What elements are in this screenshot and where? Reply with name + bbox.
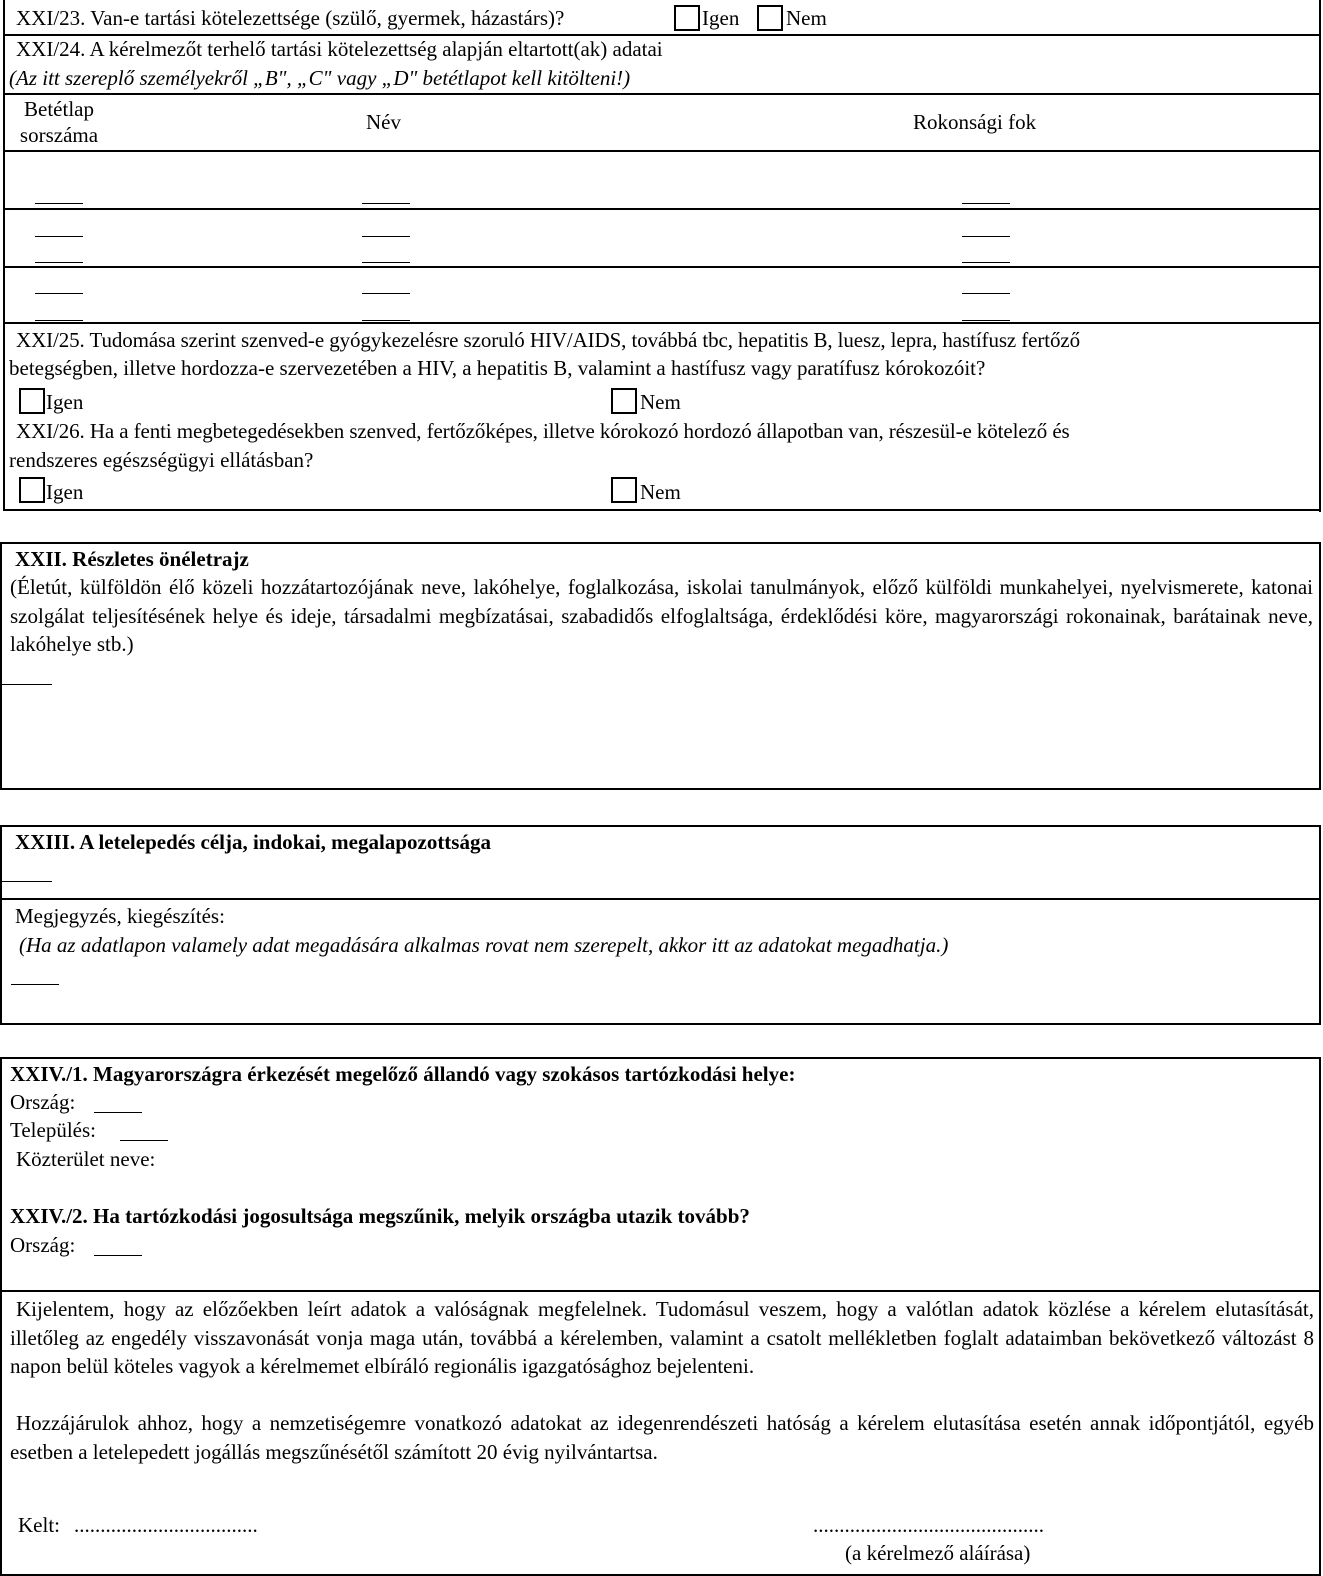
q23-yes-label: Igen <box>702 6 740 30</box>
table-row-1-name-field[interactable] <box>362 203 410 204</box>
q23-yes-checkbox[interactable] <box>674 5 700 31</box>
country-field[interactable] <box>94 1112 142 1113</box>
table-row-2-name-field-2[interactable] <box>362 262 410 263</box>
table-row-2-relationship-field-2[interactable] <box>962 262 1010 263</box>
remark-label: Megjegyzés, kiegészítés: <box>15 904 225 928</box>
q25-yes-checkbox[interactable] <box>19 388 45 414</box>
divider <box>2 1290 1321 1292</box>
section-xxiii <box>0 825 1321 1025</box>
settlement-label: Település: <box>10 1118 96 1142</box>
divider <box>3 509 1321 511</box>
col-header-line: Betétlap <box>24 97 94 121</box>
divider <box>3 150 1321 152</box>
col-header-name: Név <box>366 110 401 134</box>
country2-label: Ország: <box>10 1233 76 1257</box>
table-row-2-relationship-field[interactable] <box>962 236 1010 237</box>
q23-label: XXI/23. Van-e tartási kötelezettsége (szülő, gyermek, házastárs)? <box>16 6 565 30</box>
divider <box>2 898 1321 900</box>
table-row-1-relationship-field[interactable] <box>962 203 1010 204</box>
section-xxiv <box>0 1057 1321 1576</box>
divider <box>3 266 1321 268</box>
q25-yes-label: Igen <box>46 390 84 414</box>
divider <box>3 322 1321 324</box>
settlement-field[interactable] <box>120 1140 168 1141</box>
section-xxi-left-border <box>3 0 5 510</box>
table-row-3-name-field-2[interactable] <box>362 320 410 321</box>
q23-no-checkbox[interactable] <box>757 5 783 31</box>
q26-line1: XXI/26. Ha a fenti megbetegedésekben szenved, fertőzőképes, illetve kórokozó hordozó állapotban van, részesül-e kötelező és <box>16 419 1070 443</box>
country2-field[interactable] <box>94 1255 142 1256</box>
q26-no-checkbox[interactable] <box>611 477 637 503</box>
table-row-3-name-field[interactable] <box>362 293 410 294</box>
remark-field[interactable] <box>11 984 59 985</box>
q26-line2: rendszeres egészségügyi ellátásban? <box>9 448 314 472</box>
section-xxi <box>0 0 1323 512</box>
section-xxii-title: XXII. Részletes önéletrajz <box>15 547 249 571</box>
table-row-1-attachment-field[interactable] <box>35 203 83 204</box>
q26-yes-checkbox[interactable] <box>19 477 45 503</box>
q24-note: (Az itt szereplő személyekről „B", „C" vagy „D" betétlapot kell kitölteni!) <box>9 66 631 90</box>
divider <box>3 93 1321 95</box>
q24-1-title: XXIV./1. Magyarországra érkezését megelőző állandó vagy szokásos tartózkodási helye: <box>10 1062 796 1086</box>
q25-line1: XXI/25. Tudomása szerint szenved-e gyógykezelésre szoruló HIV/AIDS, továbbá tbc, hepatitis B, luesz, lepra, hastífusz fertőző <box>16 328 1081 352</box>
table-row-3-relationship-field-2[interactable] <box>962 320 1010 321</box>
col-header-attachment-no <box>12 96 106 148</box>
section-xxii <box>0 542 1321 790</box>
q23-no-label: Nem <box>786 6 827 30</box>
table-row-3-attachment-field[interactable] <box>35 293 83 294</box>
section-xxii-description: (Életút, külföldön élő közeli hozzátartozójának neve, lakóhelye, foglalkozása, iskolai tanulmányok, előző külföldi munkahelyei, nyelvismerete, katonai szolgálat teljesítésének helye és ideje, társadalmi megbízatásai, szabadidős elfoglaltsága, érdeklődési köre, magyarországi rokonainak, barátainak neve, lakóhelye stb.) <box>10 575 1313 656</box>
declaration-paragraph-1: Kijelentem, hogy az előzőekben leírt adatok a valóságnak megfelelnek. Tudomásul veszem, hogy a valótlan adatok közlése a kérelem elutasítását, illetőleg az engedély visszavonását vonja maga után, továbbá a kérelemben, valamint a csatolt mellékletben foglalt adataimban bekövetkező változást 8 napon belül köteles vagyok a kérelmemet elbíráló regionális igazgatósághoz bejelenteni. <box>10 1297 1314 1378</box>
signature-label: (a kérelmező aláírása) <box>845 1541 1031 1565</box>
col-header-relationship: Rokonsági fok <box>913 110 1037 134</box>
country-label: Ország: <box>10 1090 76 1114</box>
q26-yes-label: Igen <box>46 480 84 504</box>
q25-no-checkbox[interactable] <box>611 388 637 414</box>
q25-line2: betegségben, illetve hordozza-e szervezetében a HIV, a hepatitis B, valamint a hastífusz vagy paratífusz kórokozóit? <box>9 356 986 380</box>
section-xxi-right-border <box>1319 0 1321 512</box>
table-row-3-attachment-field-2[interactable] <box>35 320 83 321</box>
divider <box>3 34 1321 36</box>
signature-field[interactable]: ............................................ <box>813 1513 1044 1537</box>
remark-note: (Ha az adatlapon valamely adat megadására alkalmas rovat nem szerepelt, akkor itt az adatokat megadhatja.) <box>19 933 949 957</box>
table-row-2-attachment-field[interactable] <box>35 236 83 237</box>
col-header-line: sorszáma <box>19 123 99 147</box>
section-xxiii-title: XXIII. A letelepedés célja, indokai, megalapozottsága <box>15 830 491 854</box>
cv-input-field[interactable] <box>2 684 52 685</box>
settlement-purpose-field[interactable] <box>2 881 52 882</box>
q25-no-label: Nem <box>640 390 681 414</box>
kelt-label: Kelt: <box>18 1513 60 1537</box>
divider <box>3 208 1321 210</box>
declaration-paragraph-2: Hozzájárulok ahhoz, hogy a nemzetiségemre vonatkozó adatokat az idegenrendészeti hatóság a kérelem elutasítása esetén annak időpontjától, egyéb esetben a letelepedett jogállás megszűnésétől számított 20 évig nyilvántartsa. <box>10 1411 1314 1464</box>
q24-label: XXI/24. A kérelmezőt terhelő tartási kötelezettség alapján eltartott(ak) adatai <box>16 37 663 61</box>
table-row-2-attachment-field-2[interactable] <box>35 262 83 263</box>
q24-2-title: XXIV./2. Ha tartózkodási jogosultsága megszűnik, melyik országba utazik tovább? <box>10 1204 750 1228</box>
table-row-2-name-field[interactable] <box>362 236 410 237</box>
kelt-date-field[interactable]: ................................... <box>74 1513 258 1537</box>
table-row-3-relationship-field[interactable] <box>962 293 1010 294</box>
q26-no-label: Nem <box>640 480 681 504</box>
street-label: Közterület neve: <box>16 1147 156 1171</box>
